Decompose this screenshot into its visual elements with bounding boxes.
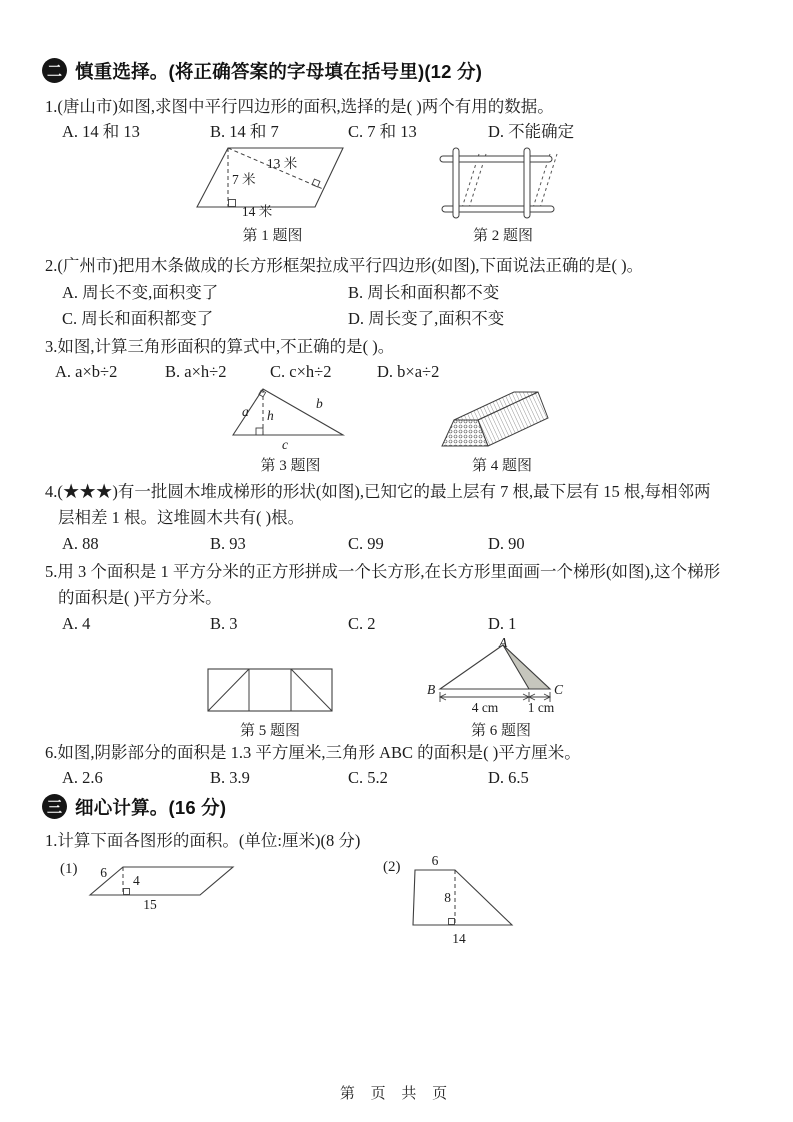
question-3-text: 3.如图,计算三角形面积的算式中,不正确的是( )。 — [45, 337, 395, 356]
frame-right-post — [524, 148, 530, 218]
figure-4-caption: 第 4 题图 — [471, 458, 532, 474]
question-6-options — [0, 765, 793, 790]
option-b: B. a×h÷2 — [165, 362, 227, 381]
option-a: A. 周长不变,面积变了 — [62, 283, 219, 302]
parallelogram-outline — [90, 867, 233, 895]
option-a: A. 14 和 13 — [62, 122, 140, 141]
option-d: D. 1 — [488, 614, 517, 633]
question-6-text: 6.如图,阴影部分的面积是 1.3 平方厘米,三角形 ABC 的面积是( )平方厘米。 — [45, 743, 581, 762]
right-angle-mark — [312, 179, 320, 187]
triangle-outline — [233, 389, 343, 435]
figure-1-caption: 第 1 题图 — [242, 228, 303, 244]
frame-left-post — [453, 148, 459, 218]
option-b: B. 3 — [210, 614, 238, 633]
squares-trapezoid-figure-5 — [205, 667, 335, 713]
vertex-c-label: C — [554, 682, 564, 697]
right-angle-mark — [449, 919, 455, 925]
question-4-text-line2: 层相差 1 根。这堆圆木共有( )根。 — [58, 508, 305, 527]
right-angle-mark — [229, 200, 236, 207]
side-a-label: a — [242, 404, 249, 419]
base-label: 14 米 — [241, 204, 273, 218]
diagonal-line — [208, 669, 249, 711]
diagonal-line — [291, 669, 332, 711]
figure-6-caption: 第 6 题图 — [470, 723, 531, 739]
parallelogram-figure-1 — [185, 144, 360, 218]
option-b: B. 周长和面积都不变 — [348, 283, 500, 302]
vertex-a-label: A — [499, 637, 508, 650]
question-5-options — [0, 611, 793, 637]
side-label: 6 — [100, 865, 107, 880]
question-4-text-line1: 4.(★★★)有一批圆木堆成梯形的形状(如图),已知它的最上层有 7 根,最下层有 15 根,每相邻两 — [45, 482, 711, 501]
option-c: C. 5.2 — [348, 768, 388, 787]
height-h-label: h — [267, 408, 274, 423]
question-3-options — [0, 359, 793, 384]
calc-trapezoid-figure — [375, 853, 535, 953]
option-c: C. 2 — [348, 614, 376, 633]
section-three-header — [42, 793, 793, 820]
option-c: C. 周长和面积都变了 — [62, 309, 214, 328]
option-b: B. 3.9 — [210, 768, 250, 787]
height-label: 8 — [444, 890, 451, 905]
figure-number: (1) — [60, 861, 78, 877]
section-two-header — [42, 57, 793, 84]
option-a: A. 88 — [62, 534, 99, 553]
diagonal-label: 13 米 — [266, 156, 298, 171]
side-b-label: b — [316, 396, 323, 411]
option-a: A. 2.6 — [62, 768, 103, 787]
base-c-label: c — [282, 437, 288, 452]
page-footer: 第 页 共 页 — [339, 1086, 454, 1102]
height-label: 4 — [133, 873, 140, 888]
question-2-options — [0, 280, 793, 332]
question-2-text: 2.(广州市)把用木条做成的长方形框架拉成平行四边形(如图),下面说法正确的是( )。 — [45, 256, 644, 275]
top-label: 6 — [431, 853, 439, 868]
question-5-text-line2: 的面积是( )平方分米。 — [58, 588, 222, 607]
option-a: A. a×b÷2 — [55, 362, 118, 381]
option-d: D. b×a÷2 — [377, 362, 440, 381]
base-label: 14 — [452, 931, 466, 946]
figure-row-1 — [0, 144, 793, 250]
figure-5-caption: 第 5 题图 — [239, 723, 300, 739]
section-three-title: 细心计算。(16 分) — [75, 796, 227, 818]
triangle-figure-3 — [228, 384, 353, 452]
right-angle-mark — [256, 428, 263, 435]
option-c: C. 7 和 13 — [348, 122, 417, 141]
segment1-label: 4 cm — [471, 700, 499, 715]
option-d: D. 周长变了,面积不变 — [348, 309, 505, 328]
figure-3-caption: 第 3 题图 — [260, 458, 321, 474]
option-c: C. c×h÷2 — [270, 362, 332, 381]
option-c: C. 99 — [348, 534, 384, 553]
question-5-text-line1: 5.用 3 个面积是 1 平方分米的正方形拼成一个长方形,在长方形里面画一个梯形(如图),这个梯形 — [45, 562, 721, 581]
figure-number: (2) — [383, 859, 401, 875]
option-b: B. 14 和 7 — [210, 122, 279, 141]
rectangle-outline — [208, 669, 332, 711]
vertex-b-label: B — [427, 682, 436, 697]
calc-parallelogram-figure — [50, 855, 248, 913]
option-d: D. 90 — [488, 534, 525, 553]
segment2-label: 1 cm — [527, 700, 555, 715]
section-number-icon: 二 — [42, 58, 67, 83]
section-two-title: 慎重选择。(将正确答案的字母填在括号里)(12 分) — [75, 60, 483, 82]
right-angle-mark — [124, 889, 130, 895]
figure-row-4 — [0, 853, 793, 953]
log-pile-figure-4 — [438, 384, 566, 452]
trapezoid-outline — [413, 870, 512, 925]
figure-row-3 — [0, 637, 793, 737]
question-4-options — [0, 531, 793, 557]
question-1-text: 1.(唐山市)如图,求图中平行四边形的面积,选择的是( )两个有用的数据。 — [45, 97, 554, 116]
wooden-frame-figure-2 — [438, 146, 568, 220]
section-number-icon: 三 — [42, 794, 67, 819]
triangle-abc-figure-6 — [425, 637, 577, 715]
height-label: 7 米 — [232, 172, 256, 187]
question-1-options — [0, 119, 793, 144]
option-a: A. 4 — [62, 614, 91, 633]
calc-question-1-text: 1.计算下面各图形的面积。(单位:厘米)(8 分) — [45, 831, 361, 850]
option-b: B. 93 — [210, 534, 246, 553]
figure-2-caption: 第 2 题图 — [472, 228, 533, 244]
base-label: 15 — [143, 897, 157, 912]
option-d: D. 不能确定 — [488, 122, 575, 141]
option-d: D. 6.5 — [488, 768, 529, 787]
figure-row-2 — [0, 384, 793, 476]
